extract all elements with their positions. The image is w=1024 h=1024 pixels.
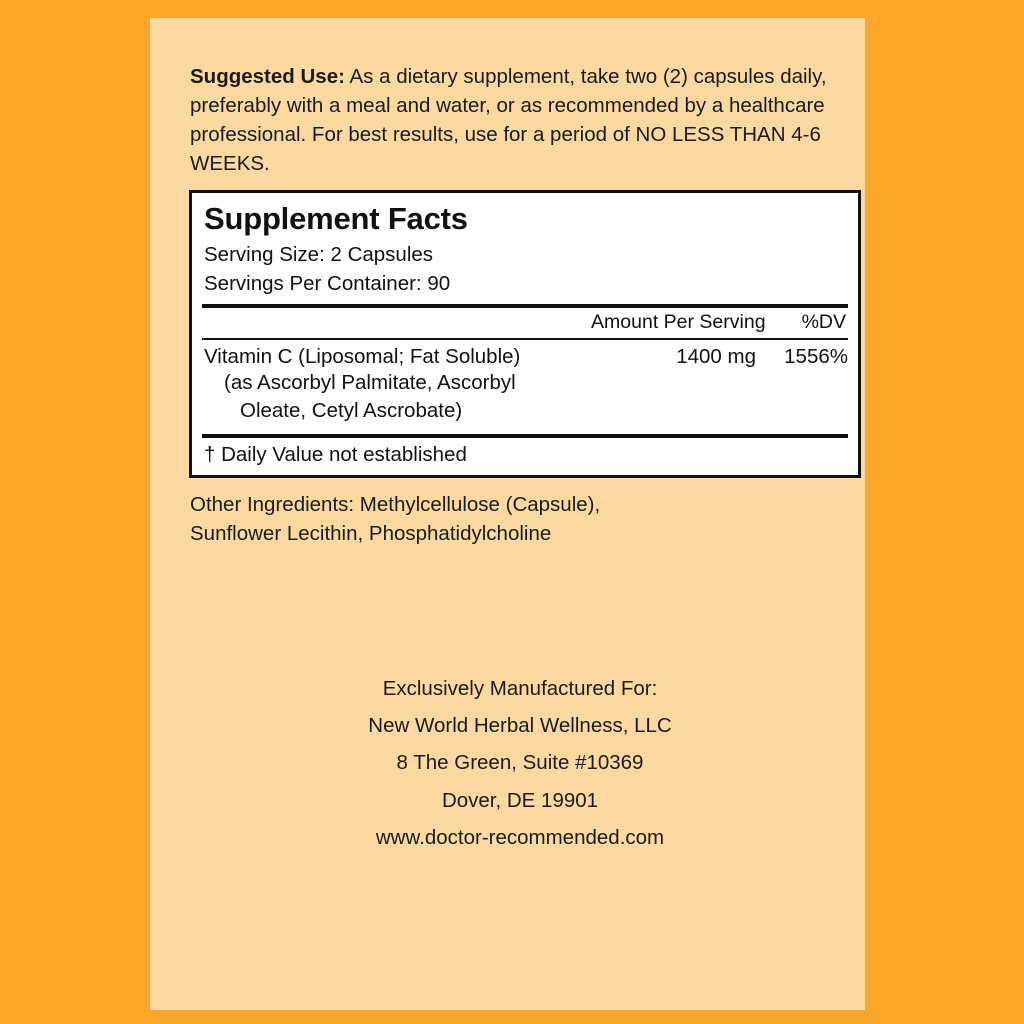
servings-per-container: Servings Per Container: 90 bbox=[204, 271, 451, 295]
serving-size: Serving Size: 2 Capsules bbox=[204, 243, 434, 267]
manufacturer-website: www.doctor-recommended.com bbox=[375, 825, 665, 849]
supplement-label-panel bbox=[150, 18, 865, 1010]
manufacturer-address-street: 8 The Green, Suite #10369 bbox=[396, 751, 644, 775]
manufacturer-name: New World Herbal Wellness, LLC bbox=[368, 714, 672, 738]
facts-column-headers bbox=[202, 308, 848, 338]
manufacturer-line-1: Exclusively Manufactured For: bbox=[382, 676, 658, 700]
manufacturer-block bbox=[190, 670, 850, 856]
column-header-dv: %DV bbox=[801, 311, 846, 333]
table-row bbox=[202, 340, 848, 369]
manufacturer-address-city: Dover, DE 19901 bbox=[441, 788, 599, 812]
nutrient-amount: 1400 mg bbox=[676, 345, 756, 368]
suggested-use-text: As a dietary supplement, take two (2) capsules daily, preferably with a meal and water, or as recommended by a healthcare professional. For best results, use for a period of NO LESS THAN 4-6 WEEKS. bbox=[190, 65, 827, 176]
suggested-use-paragraph bbox=[190, 62, 850, 178]
supplement-facts-title: Supplement Facts bbox=[204, 201, 468, 237]
nutrient-name: Vitamin C (Liposomal; Fat Soluble) bbox=[204, 345, 521, 368]
suggested-use-label: Suggested Use: bbox=[190, 65, 345, 88]
supplement-facts-box bbox=[189, 190, 861, 477]
other-ingredients-line-1: Other Ingredients: Methylcellulose (Capsule), bbox=[190, 492, 601, 516]
nutrient-source-line-1: (as Ascorbyl Palmitate, Ascorbyl bbox=[224, 371, 516, 394]
nutrient-daily-value: 1556% bbox=[784, 345, 848, 368]
other-ingredients-line-2: Sunflower Lecithin, Phosphatidylcholine bbox=[190, 521, 552, 545]
column-header-amount: Amount Per Serving bbox=[591, 311, 766, 333]
label-content bbox=[190, 62, 850, 856]
other-ingredients bbox=[190, 490, 850, 548]
daily-value-footnote: † Daily Value not established bbox=[204, 442, 467, 466]
nutrient-source-line-2: Oleate, Cetyl Ascrobate) bbox=[240, 399, 463, 423]
